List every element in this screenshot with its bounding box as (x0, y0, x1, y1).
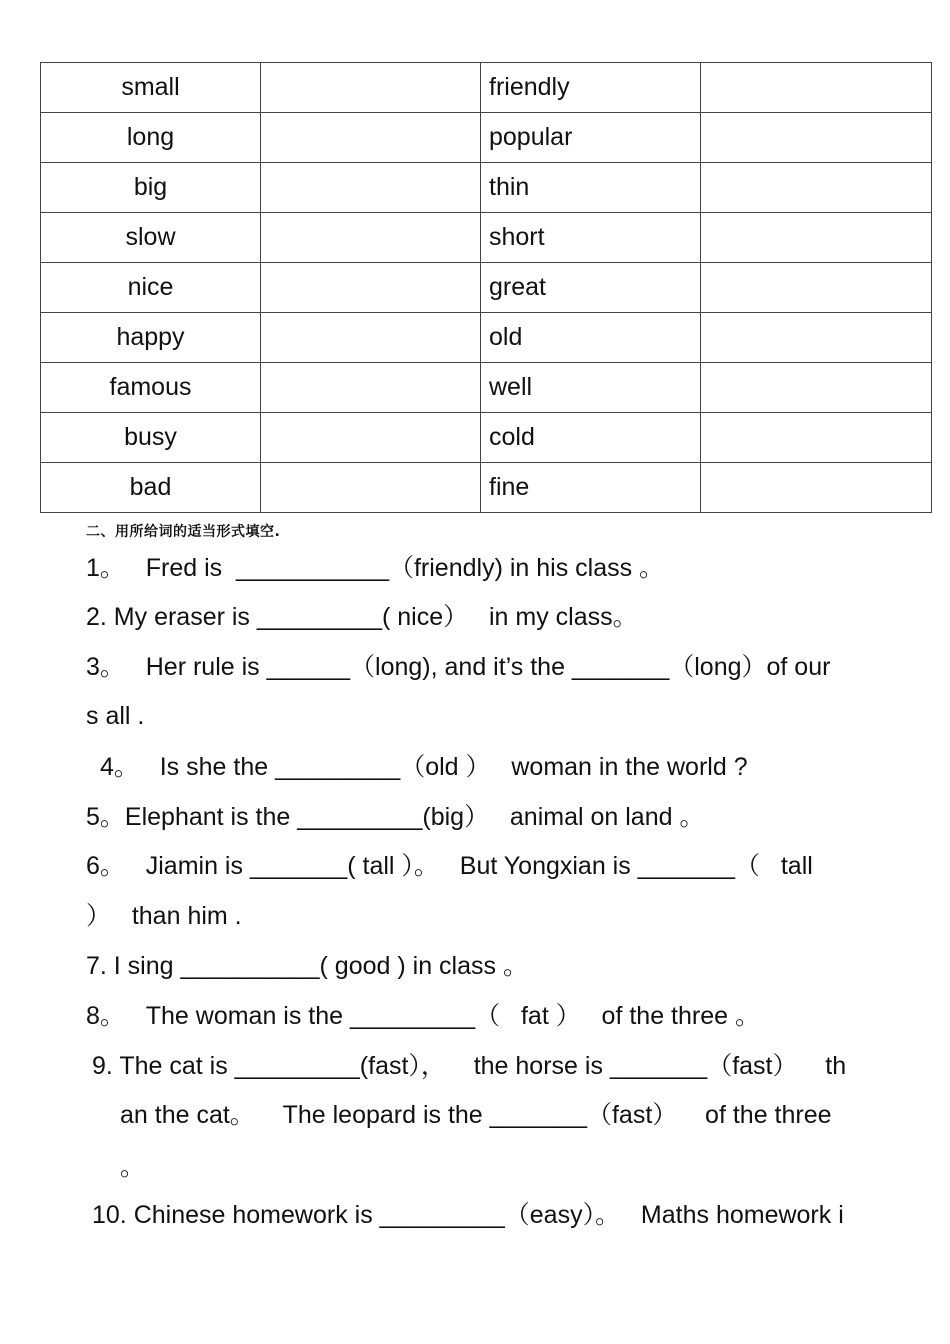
table-row (41, 413, 932, 463)
left-word-cell: famous (41, 363, 261, 413)
left-word-cell: busy (41, 413, 261, 463)
left-word-cell: happy (41, 313, 261, 363)
table-row (41, 463, 932, 513)
right-word-cell: popular (481, 113, 701, 163)
right-word-cell: friendly (481, 63, 701, 113)
left-answer-cell[interactable] (261, 363, 481, 413)
exercise-line: an the cat。 The leopard is the _______（fast） of the three (120, 1101, 832, 1129)
left-answer-cell[interactable] (261, 163, 481, 213)
right-answer-cell[interactable] (701, 163, 932, 213)
right-word-cell: thin (481, 163, 701, 213)
right-answer-cell[interactable] (701, 313, 932, 363)
right-answer-cell[interactable] (701, 263, 932, 313)
exercise-line: 7. I sing __________( good ) in class 。 (86, 952, 528, 980)
exercise-line: 1。 Fred is ___________（friendly) in his class 。 (86, 554, 665, 582)
table-row (41, 163, 932, 213)
exercise-line: 3。 Her rule is ______（long), and it’s the _______（long）of our (86, 653, 831, 681)
left-word-cell: nice (41, 263, 261, 313)
exercise-line: 6。 Jiamin is _______( tall ）。 But Yongxian is _______（ tall (86, 852, 813, 880)
left-word-cell: small (41, 63, 261, 113)
left-word-cell: bad (41, 463, 261, 513)
left-answer-cell[interactable] (261, 413, 481, 463)
right-word-cell: short (481, 213, 701, 263)
left-answer-cell[interactable] (261, 63, 481, 113)
right-word-cell: well (481, 363, 701, 413)
exercise-line: 。 (120, 1153, 146, 1181)
left-word-cell: long (41, 113, 261, 163)
right-word-cell: fine (481, 463, 701, 513)
exercise-line: 9. The cat is _________(fast）， the horse is _______（fast） th (92, 1052, 847, 1080)
right-answer-cell[interactable] (701, 463, 932, 513)
right-answer-cell[interactable] (701, 363, 932, 413)
adjective-table (40, 62, 932, 513)
table-row (41, 63, 932, 113)
left-word-cell: slow (41, 213, 261, 263)
right-word-cell: cold (481, 413, 701, 463)
right-word-cell: great (481, 263, 701, 313)
right-answer-cell[interactable] (701, 63, 932, 113)
left-answer-cell[interactable] (261, 213, 481, 263)
table-row (41, 313, 932, 363)
right-answer-cell[interactable] (701, 413, 932, 463)
left-answer-cell[interactable] (261, 113, 481, 163)
exercise-line: ） than him . (86, 902, 242, 930)
exercise-line: 10. Chinese homework is _________（easy）。 Maths homework i (92, 1201, 844, 1229)
exercise-line: 5。Elephant is the _________(big） animal on land 。 (86, 803, 705, 831)
table-row (41, 263, 932, 313)
section-title: 二、用所给词的适当形式填空. (86, 524, 281, 540)
exercise-line: 4。 Is she the _________（old ） woman in the world ? (100, 753, 748, 781)
table-row (41, 363, 932, 413)
right-answer-cell[interactable] (701, 113, 932, 163)
left-answer-cell[interactable] (261, 313, 481, 363)
left-word-cell: big (41, 163, 261, 213)
right-answer-cell[interactable] (701, 213, 932, 263)
right-word-cell: old (481, 313, 701, 363)
table-row (41, 113, 932, 163)
exercise-line: 8。 The woman is the _________（ fat ） of the three 。 (86, 1002, 760, 1030)
left-answer-cell[interactable] (261, 263, 481, 313)
exercise-line: 2. My eraser is _________( nice） in my class。 (86, 603, 638, 631)
left-answer-cell[interactable] (261, 463, 481, 513)
exercise-line: s all . (86, 702, 145, 730)
table-row (41, 213, 932, 263)
